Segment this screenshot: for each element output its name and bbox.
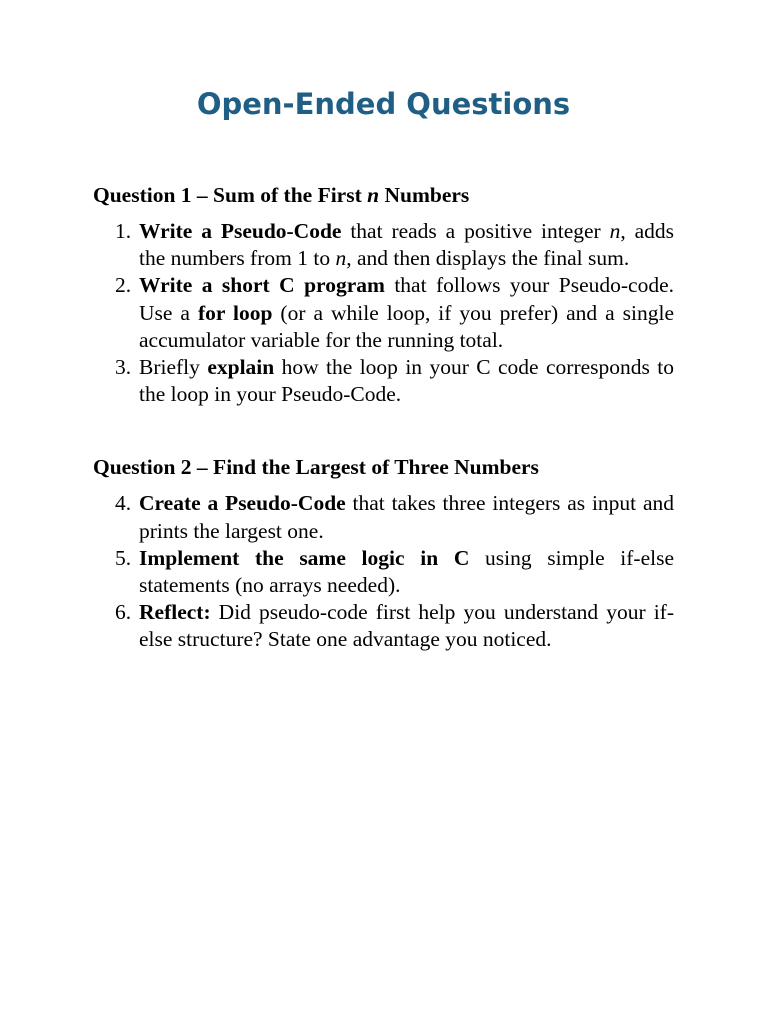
task-text: using simple if-else statements (no arrays needed). bbox=[139, 545, 675, 598]
task-lead: Reflect: bbox=[139, 600, 211, 625]
task-lead: Write a short C program bbox=[139, 273, 385, 298]
task-number: 6. bbox=[115, 600, 132, 625]
task-text: , and then displays the final sum. bbox=[346, 246, 630, 271]
document-title: Open-Ended Questions bbox=[196, 87, 571, 121]
question-1-task-list bbox=[93, 218, 674, 408]
task-number: 4. bbox=[115, 491, 132, 516]
task-number: 5. bbox=[115, 545, 132, 570]
task-text: that reads a positive integer bbox=[341, 219, 610, 243]
task-item-5 bbox=[93, 545, 674, 599]
task-emphasis: for loop bbox=[197, 300, 273, 325]
task-item-6 bbox=[93, 599, 674, 653]
task-variable: n bbox=[609, 219, 621, 243]
question-2-task-list bbox=[93, 490, 674, 653]
task-text: that takes three integers as input and prints the largest one. bbox=[139, 491, 674, 543]
task-text: that follows your Pseudo-code. Use a bbox=[139, 273, 674, 325]
task-number: 3. bbox=[115, 355, 132, 380]
question-1-section bbox=[93, 182, 674, 408]
task-text: how the loop in your C code corresponds to the loop in your Pseudo-Code. bbox=[139, 355, 675, 407]
task-text: (or a while loop, if you prefer) and a single accumulator variable for the running total. bbox=[139, 300, 675, 352]
task-number: 1. bbox=[115, 219, 132, 243]
question-1-heading bbox=[93, 182, 674, 209]
question-1-heading-variable: n bbox=[367, 183, 380, 207]
question-2-heading: Question 2 – Find the Largest of Three Numbers bbox=[93, 455, 539, 480]
task-text: Briefly bbox=[139, 355, 208, 380]
task-item-3 bbox=[93, 354, 674, 408]
task-text: Did pseudo-code first help you understand your if-else structure? State one advantage you noticed. bbox=[139, 600, 674, 652]
task-item-4 bbox=[93, 490, 674, 544]
task-lead: Implement the same logic in C bbox=[139, 545, 470, 570]
task-number: 2. bbox=[115, 273, 132, 298]
task-variable: n bbox=[335, 246, 347, 271]
question-2-section bbox=[93, 454, 674, 653]
task-emphasis: explain bbox=[207, 355, 275, 380]
task-item-1 bbox=[93, 218, 674, 272]
task-item-2 bbox=[93, 272, 674, 354]
question-1-heading-prefix: Question 1 – Sum of the First bbox=[93, 183, 368, 207]
task-lead: Create a Pseudo-Code bbox=[139, 491, 346, 516]
task-text: , adds the numbers from 1 to bbox=[139, 219, 674, 271]
question-1-heading-suffix: Numbers bbox=[379, 183, 470, 207]
task-lead: Write a Pseudo-Code bbox=[139, 219, 342, 243]
